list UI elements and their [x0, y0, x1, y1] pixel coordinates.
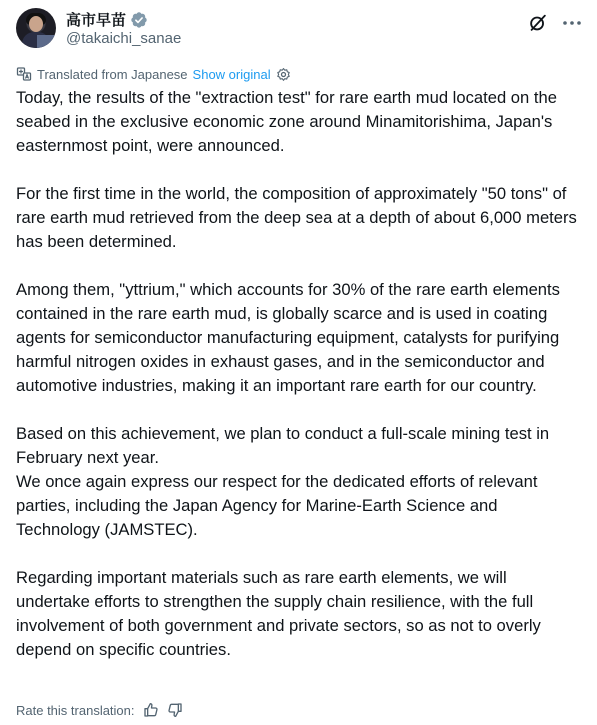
show-original-link[interactable]: Show original [192, 66, 271, 82]
settings-icon[interactable] [276, 67, 291, 82]
handle[interactable]: @takaichi_sanae [66, 30, 182, 47]
tweet-paragraph: Based on this achievement, we plan to conduct a full-scale mining test in February next year. [16, 424, 550, 467]
tweet-paragraph: We once again express our respect for the dedicated efforts of relevant parties, including the Japan Agency for Marine-Earth Science and Technology (JAMSTEC). [16, 472, 538, 539]
name-row [66, 9, 148, 30]
tweet-paragraph: Today, the results of the "extraction test" for rare earth mud located on the seabed in the exclusive economic zone around Minamitorishima, Japan's easternmost point, were announced. [16, 88, 557, 155]
verified-badge-icon [130, 11, 148, 29]
grok-icon[interactable] [527, 12, 549, 34]
thumbs-up-icon[interactable] [143, 702, 159, 718]
tweet-header [16, 8, 583, 52]
display-name[interactable]: 高市早苗 [66, 12, 127, 29]
thumbs-down-icon[interactable] [167, 702, 183, 718]
tweet-paragraph: For the first time in the world, the composition of approximately "50 tons" of rare earth mud retrieved from the deep sea at a depth of about 6,000 meters has been determined. [16, 184, 577, 251]
rate-translation-bar [16, 700, 183, 720]
tweet-paragraph: Regarding important materials such as rare earth elements, we will undertake efforts to strengthen the supply chain resilience, with the full involvement of both government and private sectors, so as not to overly depend on specific countries. [16, 568, 541, 659]
translation-bar [16, 64, 291, 84]
more-icon[interactable] [561, 14, 583, 32]
tweet-text [16, 86, 582, 686]
avatar[interactable] [16, 8, 56, 48]
tweet-paragraph: Among them, "yttrium," which accounts for 30% of the rare earth elements contained in the rare earth mud, is globally scarce and is used in coating agents for semiconductor manufacturing equipment, catalysts for purifying harmful nitrogen oxides in exhaust gases, and in the semiconductor and automotive industries, making it an important rare earth for our country. [16, 280, 560, 395]
translate-icon [16, 66, 32, 82]
translated-label: Translated from Japanese [37, 66, 188, 82]
rate-translation-label: Rate this translation: [16, 702, 135, 718]
